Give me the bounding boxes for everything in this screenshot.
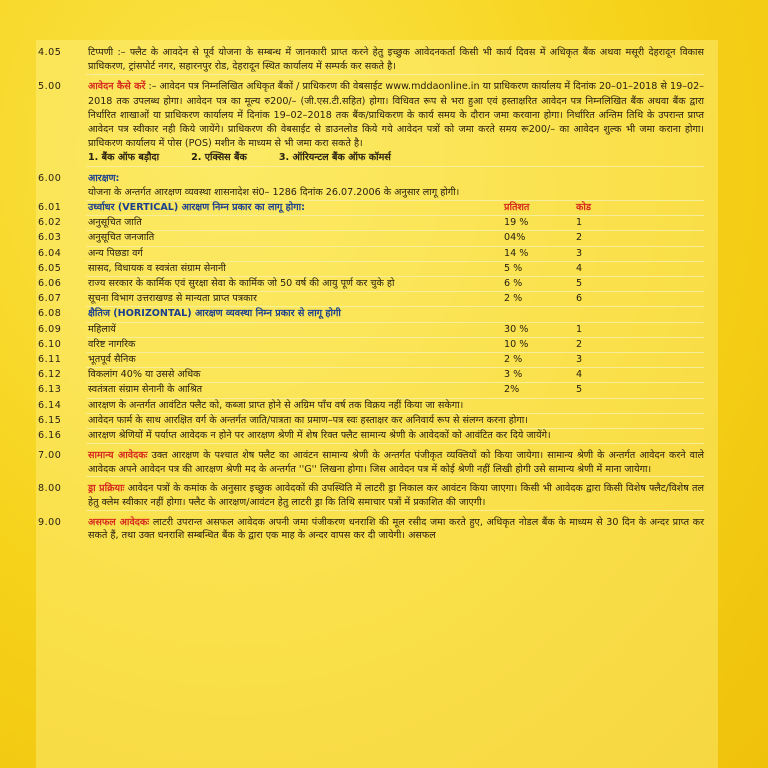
table-title: उर्ध्वाधर (VERTICAL) आरक्षण निम्न प्रकार का लागू होगा: [88, 202, 305, 214]
section-6-00 [36, 172, 718, 200]
section-9-00: 9.00 असफल आवेदकः लाटरी उपरान्त असफल आवेदक अपनी जमा पंजीकरण धनराशि की मूल रसीद जमा करते हुए, अधिकृत नोडल बैंक के माध्यम से 30 दिन के अन्दर प्राप्त कर सकते हैं, तथा उक्त धनराशि सम्बन्धित बैंक के द्वारा एक माह के अन्दर वापस कर दी जायेगी। असफल [38, 516, 704, 542]
section-6-16: 6.16 आरक्षण श्रेणियों में पर्याप्त आवेदक न होने पर आरक्षण श्रेणी में शेष रिक्त फ्लैट सामान्य श्रेणी के आवेदकों को आवंटित कर दिये जायेंगे। [36, 429, 718, 443]
table-row: 6.13 स्वतंत्रता संग्राम सेनानी के आश्रित 2% 5 [38, 384, 583, 396]
section-heading: असफल आवेदकः [88, 516, 150, 528]
bank-list [88, 151, 704, 165]
table-row: 6.09 महिलायें 30 % 1 [38, 323, 583, 335]
section-7-00: 7.00 सामान्य आवेदकः उक्त आरक्षण के पश्चात शेष फ्लैट का आवंटन सामान्य श्रेणी के अन्तर्गत पंजीकृत व्यक्तियों को किया जायेगा। सामान्य श्रेणी के अन्तर्गत आवेदन करने वाले आवेदक अपने आवेदन पत्र की आरक्षण श्रेणी मद के अन्तर्गत ''G'' लिखना होगा। जिस आवेदन पत्र में कोई श्रेणी नहीं लिखी होगी उसे सामान्य श्रेणी में माना जायेगा। [38, 450, 704, 475]
table-row: 6.05 सासद, विधायक व स्वत्रंता संग्राम सेनानी 5 % 4 [38, 262, 583, 274]
section-text: उक्त आरक्षण के पश्चात शेष फ्लैट का आवंटन सामान्य श्रेणी के अन्तर्गत पंजीकृत व्यक्तियों को किया जायेगा। सामान्य श्रेणी के अन्तर्गत आवेदन करने वाले आवेदक अपने आवेदन पत्र की आरक्षण श्रेणी मद के अन्तर्गत ''G'' लिखना होगा। जिस आवेदन पत्र में कोई श्रेणी नहीं लिखी होगी उसे सामान्य श्रेणी में माना जायेगा। [88, 450, 704, 475]
vertical-reservation-table [36, 201, 718, 307]
table-header: 6.01 उर्ध्वाधर (VERTICAL) आरक्षण निम्न प्रकार का लागू होगा: प्रतिशत कोड [36, 201, 718, 215]
section-text: लाटरी उपरान्त असफल आवेदक अपनी जमा पंजीकरण धनराशि की मूल रसीद जमा करते हुए, अधिकृत नोडल बैंक के माध्यम से 30 दिन के अन्दर प्राप्त कर सकते हैं, तथा उक्त धनराशि सम्बन्धित बैंक के द्वारा एक माह के अन्दर वापस कर दी जायेगी। असफल [88, 516, 704, 542]
bank-item: 3. ऑरियन्टल बैंक ऑफ कॉमर्स [278, 152, 391, 164]
section-text: आवेदन फार्म के साथ आरक्षित वर्ग के अन्तर्गत जाति/पात्रता का प्रमाण–पत्र स्वः हस्ताक्षर कर अनिवार्य रूप से संलग्न करना होगा। [88, 414, 528, 426]
section-6-15: 6.15 आवेदन फार्म के साथ आरक्षित वर्ग के अन्तर्गत जाति/पात्रता का प्रमाण–पत्र स्वः हस्ताक्षर कर अनिवार्य रूप से संलग्न करना होगा। [36, 414, 718, 428]
table-row: 6.06 राज्य सरकार के कार्मिक एवं सुरक्षा सेवा के कार्मिक जो 50 वर्ष की आयु पूर्ण कर चुके हो 6 % 5 [38, 278, 583, 290]
table-row: 6.03 अनुसूचित जनजाति 04% 2 [38, 232, 583, 244]
table-row: 6.02 अनुसूचित जाति 19 % 1 [38, 217, 583, 229]
table-row: 6.12 विकलांग 40% या उससे अधिक 3 % 4 [38, 369, 583, 381]
section-text: आवेदन पत्रों के कमांक के अनुसार इच्छुक आवेदकों की उपस्थिति में लाटरी ड्रा निकाल कर आवंटन किया जाएगा। किसी भी आवेदक द्वारा किसी विशेष फ्लैट/विशेष तल हेतु क्लेम स्वीकार नहीं होगा। फ्लैट के आरक्षण/आवंटन हेतु लाटरी ड्रा कि तिथि समाचार पत्रों में प्रकाशित की जाएगी। [88, 483, 705, 509]
document-body [36, 46, 718, 543]
section-heading: ड्रा प्रक्रियाः [88, 483, 125, 495]
table-row: 6.07 सूचना विभाग उत्तराखण्ड से मान्यता प्राप्त पत्रकार 2 % 6 [38, 293, 583, 305]
section-heading: आरक्षण: [88, 172, 120, 184]
section-text: योजना के अन्तर्गत आरक्षण व्यवस्था शासनादेश सं0– 1286 दिनांक 26.07.2006 के अनुसार लागू होगी। [88, 186, 460, 198]
section-6-14: 6.14 आरक्षण के अन्तर्गत आवंटित फ्लैट को, कब्जा प्राप्त होने से अग्रिम पाँच वर्ष तक विक्रय नहीं किया जा सकेगा। [36, 399, 718, 413]
section-number: 6.00 [38, 172, 62, 184]
table-row: 6.10 वरिष्ट नागरिक 10 % 2 [38, 338, 583, 350]
section-number: 5.00 [38, 81, 62, 93]
section-4-05 [36, 46, 718, 74]
table-row: 6.04 अन्य पिछडा वर्ग 14 % 3 [38, 247, 583, 259]
section-number: 4.05 [38, 47, 62, 58]
section-text: :– आवेदन पत्र निम्नलिखित अधिकृत बैंकों / प्राधिकरण की वेबसाईट www.mddaonline.in या प्राधिकरण कार्यालय में दिनांक 20–01–2018 से 19–02–2018 तक उपलब्ध होगा। आवेदन पत्र का मूल्य रु200/– (जी.एस.टी.सहित) होगा। विधिवत रूप से भरा हुआ एवं हस्ताक्षरित आवेदन पत्र निम्नलिखित बैंक अथवा बैंक द्वारा निर्धारित शाखाओं या प्राधिकरण कार्यालय में दिनांक 19–02–2018 तक बैंक/प्राधिकरण के कार्य समय के दौरान जमा करवाना होगा। निर्धारित अन्तिम तिथि के उपरान्त प्राप्त आवेदन पत्र स्वीकार नही किये जायेंगे। प्राधिकरण की वेबसाईट से डाउनलोड किये गये आवेदन पत्रों को जमा करते समय रू200/– का आवेदन शुल्क भी जमा कराना होगा। प्राधिकरण कार्यालय में पोस (POS) मशीन के माध्यम से भी जमा करा सकते है। [88, 81, 704, 150]
horizontal-reservation-table [36, 307, 718, 398]
section-5-00 [36, 80, 718, 165]
table-title: क्षैतिज (HORIZONTAL) आरक्षण व्यवस्था निम्न प्रकार से लागू होगी [88, 308, 341, 320]
section-heading: आवेदन कैसे करें [88, 81, 146, 93]
bank-item: 2. एक्सिस बैंक [191, 152, 247, 164]
column-percent: प्रतिशत [504, 202, 530, 214]
section-text: आरक्षण श्रेणियों में पर्याप्त आवेदक न होने पर आरक्षण श्रेणी में शेष रिक्त फ्लैट सामान्य श्रेणी के आवेदकों को आवंटित कर दिये जायेंगे। [88, 430, 551, 442]
section-8-00: 8.00 ड्रा प्रक्रियाः आवेदन पत्रों के कमांक के अनुसार इच्छुक आवेदकों की उपस्थिति में लाटरी ड्रा निकाल कर आवंटन किया जाएगा। किसी भी आवेदक द्वारा किसी विशेष फ्लैट/विशेष तल हेतु क्लेम स्वीकार नहीं होगा। फ्लैट के आरक्षण/आवंटन हेतु लाटरी ड्रा कि तिथि समाचार पत्रों में प्रकाशित की जाएगी। [38, 483, 705, 509]
section-text: आरक्षण के अन्तर्गत आवंटित फ्लैट को, कब्जा प्राप्त होने से अग्रिम पाँच वर्ष तक विक्रय नहीं किया जा सकेगा। [88, 399, 464, 411]
bank-item: 1. बैंक ऑफ बड़ौदा [88, 152, 160, 164]
section-text: टिप्पणी :– फ्लैट के आवदेन से पूर्व योजना के सम्बन्ध में जानकारी प्राप्त करने हेतु इच्छुक आवेदनकर्ता किसी भी कार्य दिवस में अधिकृत बैंक अथवा मसूरी देहरादून विकास प्राधिकरण, ट्रांसपोर्ट नगर, सहारनपुर रोड, देहरादून स्थित कार्यालय में सम्पर्क कर सकते है। [88, 47, 704, 73]
table-row: 6.11 भूतपूर्व सैनिक 2 % 3 [38, 354, 583, 366]
section-heading: सामान्य आवेदकः [88, 450, 148, 462]
column-code: कोड [576, 202, 591, 214]
table-header: 6.08 क्षैतिज (HORIZONTAL) आरक्षण व्यवस्था निम्न प्रकार से लागू होगी [36, 307, 718, 321]
